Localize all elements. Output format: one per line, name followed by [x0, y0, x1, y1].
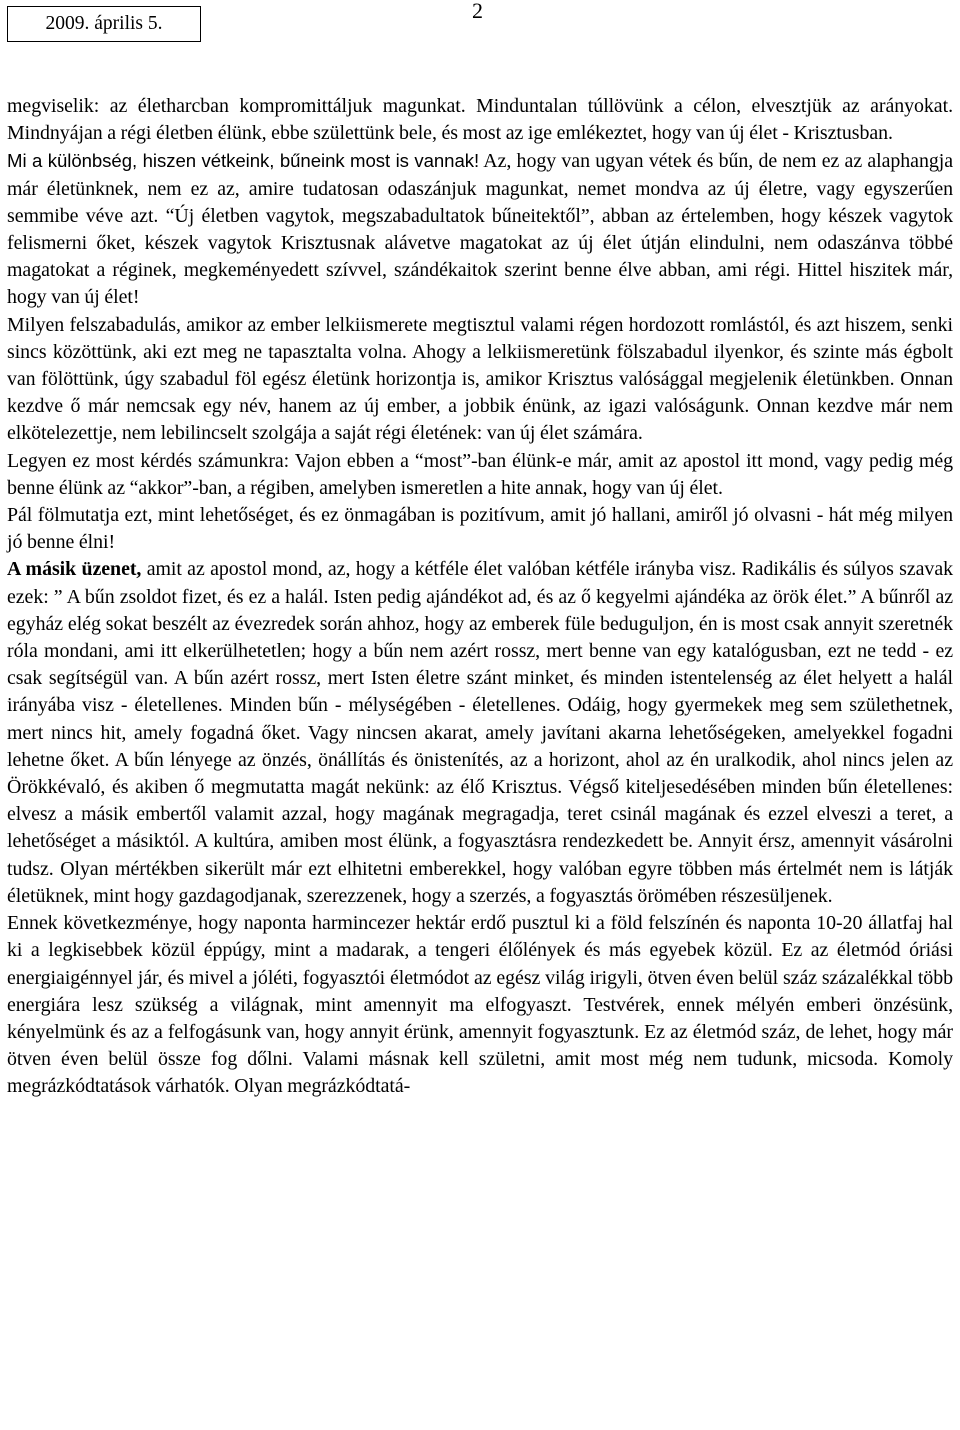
- page-number: 2: [472, 0, 483, 23]
- bold-lead: A másik üzenet,: [7, 558, 142, 581]
- header-date: 2009. április 5.: [7, 6, 201, 42]
- paragraph: megviselik: az életharcban kompromittáljuk magunkat. Minduntalan túllövünk a célon, elvesztjük az arányokat. Mindnyájan a régi életben élünk, ebbe születtünk bele, és most az ige emlékeztet, hogy van új élet - Krisztusban.: [7, 95, 953, 145]
- paragraph-text: Az, hogy van ugyan vétek és bűn, de nem ez az alaphangja már életünknek, nem ez az, amire tudatosan odaszánjuk magunkat, nemet mondva az új életre, vagy egyszerűen semmibe véve azt. “Új életben vagytok, megszabadultatok bűneitektől”, abban az értelemben, hogy készek vagytok felismerni őket, készek vagytok Krisztusnak alávetve magatokat az új élet útján elindulni, nem odaszánva többé magatokat a réginek, megkeményedett szívvel, szándékaitok szerint benne élve abban, ami régi. Hittel hiszitek már, hogy van új élet!: [7, 150, 953, 309]
- paragraph: Legyen ez most kérdés számunkra: Vajon ebben a “most”-ban élünk-e már, amit az apostol itt mond, vagy pedig még benne élünk az “akkor”-ban, a régiben, amelyben ismeretlen a hite annak, hogy van új élet.: [7, 449, 953, 499]
- paragraph: Milyen felszabadulás, amikor az ember lelkiismerete megtisztul valami régen hordozott romlástól, és azt hiszem, senki sincs közöttünk, aki ezt meg ne tapasztalta volna. Ahogy a lelkiismeretünk fölszabadul ilyenkor, és szinte más égbolt van fölöttünk, úgy szabadul föl egész életünk horizontja is, amikor Krisztus valósággal megjelenik életünkben. Onnan kezdve ő már nemcsak egy név, hanem az új ember, a jobbik énünk, az igazi valóságunk. Onnan kezdve már nem elkötelezettje, nem lebilincselt szolgája a saját régi életének: van új élet számára.: [7, 313, 953, 445]
- paragraph-text: amit az apostol mond, az, hogy a kétféle élet valóban kétféle irányba visz. Radikális és súlyos szavak ezek: ” A bűn zsoldot fizet, és ez a halál. Isten pedig ajándékot ad, és az ő kegyelmi ajándéka az örök élet.” A bűnről az egyház elég sokat beszélt az évezredek során ahhoz, hogy az emberek füle beduguljon, én is most csak annyit szeretnék róla mondani, ami itt elkerülhetetlen; hogy a bűn nem azért rossz, mert benne van egy katalógusban, ezt ne tedd - ez csak segítségül van. A bűn azért rossz, mert Isten életre szánt minket, és minden istentelenség az élet helyett a halál irányába visz - életellenes. Minden bűn - mélységében - életellenes. Odáig, hogy gyermekek meg sem születhetnek, mert nincs hit, amely fogadná őket. Vagy nincsen akarat, amely javítani akarna lehetőségeken, amelyekkel fogadni lehetne őket. A bűn lényege az önzés, önállítás és önistenítés, az a horizont, ahol az én uralkodik, ahol nincs jelen az Örökkévaló, és akiben ő megmutatta magát nekünk: az élő Krisztus. Végső kiteljesedésében minden bűn életellenes: elvesz a másik embertől valamit azzal, hogy magának megragadja, teret csinál magának és ezzel elveszi a teret, a lehetőséget a másiktól. A kultúra, amiben most élünk, a fogyasztásra rendezkedett be. Annyit érsz, amennyit vásárolni tudsz. Olyan mértékben sikerült már ezt elhitetni emberekkel, hogy valóban egyre többen más értelmét nem is látják életüknek, mint hogy gazdagodjanak, szerezzenek, hogy a szerzés, a fogyasztás örömében részesüljenek.: [7, 558, 953, 907]
- article-body: [7, 93, 953, 1101]
- paragraph: [7, 147, 953, 311]
- paragraph: [7, 556, 953, 910]
- sans-sentence: Mi a különbség, hiszen vétkeink, bűneink most is vannak!: [7, 150, 480, 172]
- paragraph: Ennek következménye, hogy naponta harmincezer hektár erdő pusztul ki a föld felszínén és naponta 10-20 állatfaj hal ki a legkisebbek közül éppúgy, mint a madarak, a tengeri élőlények és más egyebek közül. Ez az életmód óriási energiaigénnyel jár, és mivel a jóléti, fogyasztói életmódot az egész világ irigyli, ötven éven belül száz százalékkal több energiára lesz szükség a világnak, mint amennyit ma elfogyaszt. Testvérek, ennek mélyén emberi önzésünk, kényelmünk és az a felfogásunk van, hogy annyit érünk, amennyit fogyasztunk. Ez az életmód száz, de lehet, hogy már ötven éven belül össze fog dőlni. Valami másnak kell születni, amit most még nem tudunk, micsoda. Komoly megrázkódtatások várhatók. Olyan megrázkódtatá-: [7, 912, 953, 1098]
- paragraph: Pál fölmutatja ezt, mint lehetőséget, és ez önmagában is pozitívum, amit jó hallani, amiről jó olvasni - hát még milyen jó benne élni!: [7, 504, 953, 554]
